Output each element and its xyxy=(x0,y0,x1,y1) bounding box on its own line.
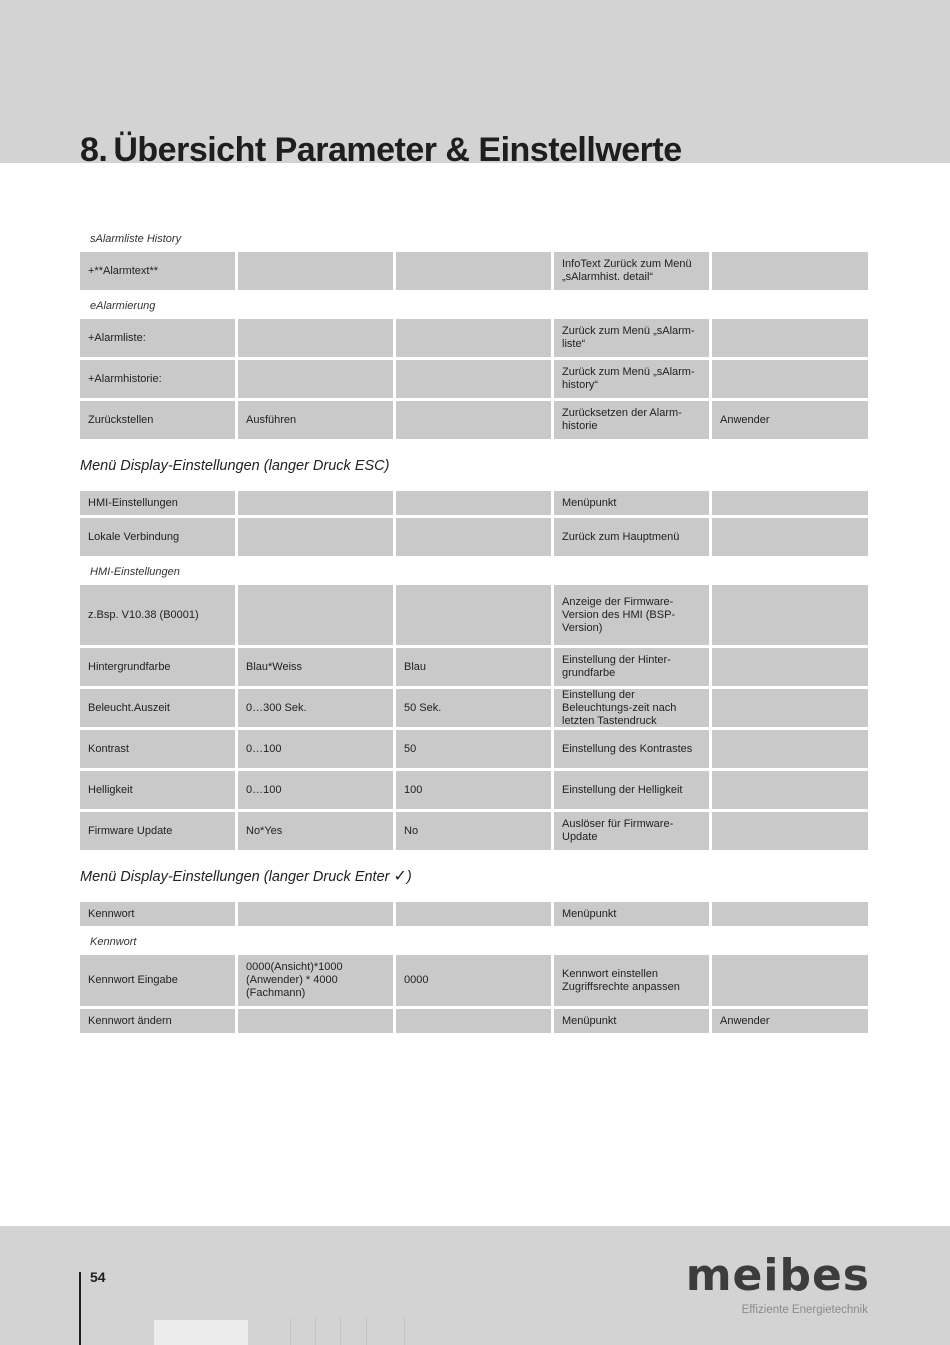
footer-tick xyxy=(315,1318,316,1345)
table-cell: Kennwort Eingabe xyxy=(80,955,235,1006)
group-label: sAlarmliste History xyxy=(90,233,182,245)
table-cell: Helligkeit xyxy=(80,771,235,809)
table-row xyxy=(80,491,870,515)
table-cell xyxy=(396,518,551,556)
table-cell xyxy=(238,319,393,357)
table-cell: Beleucht.Auszeit xyxy=(80,689,235,727)
table-cell: Anzeige der Firmware-Version des HMI (BSP-Version) xyxy=(554,585,709,645)
page-title xyxy=(80,128,682,172)
table-row xyxy=(80,1009,870,1033)
group-label: Kennwort xyxy=(90,936,137,948)
table-cell xyxy=(712,689,868,727)
table-cell xyxy=(238,252,393,290)
table-cell: 0000(Ansicht)*1000 (Anwender) * 4000 (Fachmann) xyxy=(238,955,393,1006)
table-cell: 50 Sek. xyxy=(396,689,551,727)
footer-tick xyxy=(404,1318,405,1345)
table-cell: Ausführen xyxy=(238,401,393,439)
table-cell: Zurück zum Hauptmenü xyxy=(554,518,709,556)
table-cell xyxy=(396,902,551,926)
table-cell xyxy=(396,585,551,645)
table-cell: HMI-Einstellungen xyxy=(80,491,235,515)
table-cell: Anwender xyxy=(712,401,868,439)
table-cell: Einstellung des Kontrastes xyxy=(554,730,709,768)
table-cell: Kontrast xyxy=(80,730,235,768)
footer-tick xyxy=(366,1318,367,1345)
group-label: HMI-Einstellungen xyxy=(90,566,180,578)
table-cell xyxy=(238,360,393,398)
table-cell: 0000 xyxy=(396,955,551,1006)
table-cell xyxy=(238,1009,393,1033)
table-row xyxy=(80,730,870,768)
table-cell: Hintergrundfarbe xyxy=(80,648,235,686)
table-cell xyxy=(712,955,868,1006)
table-cell: Zurücksetzen der Alarm-historie xyxy=(554,401,709,439)
group-label: eAlarmierung xyxy=(90,300,156,312)
section-heading-text: Menü Display-Einstellungen (langer Druck Enter xyxy=(80,869,390,885)
table-row xyxy=(80,401,870,439)
page-number: 54 xyxy=(90,1269,106,1285)
table-cell: Blau*Weiss xyxy=(238,648,393,686)
table-cell xyxy=(712,518,868,556)
table-cell: +Alarmhistorie: xyxy=(80,360,235,398)
table-cell: Lokale Verbindung xyxy=(80,518,235,556)
table-cell xyxy=(238,902,393,926)
section-heading xyxy=(80,862,870,892)
table-cell: Einstellung der Hinter-grundfarbe xyxy=(554,648,709,686)
footer-rule xyxy=(79,1272,81,1345)
section-heading: Menü Display-Einstellungen (langer Druck ESC) xyxy=(80,458,390,474)
table-row xyxy=(80,955,870,1006)
table-row xyxy=(80,518,870,556)
table-cell: Zurückstellen xyxy=(80,401,235,439)
table-cell xyxy=(712,730,868,768)
table-row xyxy=(80,648,870,686)
table-cell xyxy=(238,518,393,556)
table-cell xyxy=(238,585,393,645)
table-cell: Menüpunkt xyxy=(554,491,709,515)
table-cell: InfoText Zurück zum Menü „sAlarmhist. detail“ xyxy=(554,252,709,290)
table-cell: Zurück zum Menü „sAlarm-history“ xyxy=(554,360,709,398)
chapter-number: 8. xyxy=(80,131,108,169)
table-cell: Blau xyxy=(396,648,551,686)
table-cell: Einstellung der Helligkeit xyxy=(554,771,709,809)
footer-tab xyxy=(154,1320,248,1345)
table-row xyxy=(80,771,870,809)
table-cell: Menüpunkt xyxy=(554,902,709,926)
table-cell: 100 xyxy=(396,771,551,809)
table-cell xyxy=(712,360,868,398)
table-cell: Kennwort ändern xyxy=(80,1009,235,1033)
table-cell: 50 xyxy=(396,730,551,768)
table-row xyxy=(80,689,870,727)
table-cell xyxy=(396,360,551,398)
table-row xyxy=(80,812,870,850)
table-cell: Kennwort einstellen Zugriffsrechte anpassen xyxy=(554,955,709,1006)
table-cell xyxy=(396,252,551,290)
footer-tick xyxy=(340,1318,341,1345)
table-cell: No xyxy=(396,812,551,850)
table-cell: Auslöser für Firmware-Update xyxy=(554,812,709,850)
table-cell: 0…100 xyxy=(238,730,393,768)
chapter-title: Übersicht Parameter & Einstellwerte xyxy=(113,131,682,169)
table-cell: No*Yes xyxy=(238,812,393,850)
table-row xyxy=(80,585,870,645)
table-cell xyxy=(712,648,868,686)
table-cell xyxy=(396,401,551,439)
table-cell: z.Bsp. V10.38 (B0001) xyxy=(80,585,235,645)
table-cell xyxy=(396,1009,551,1033)
table-cell: 0…300 Sek. xyxy=(238,689,393,727)
footer-tick xyxy=(290,1318,291,1345)
table-row xyxy=(80,252,870,290)
table-cell xyxy=(712,585,868,645)
table-cell xyxy=(712,812,868,850)
table-cell: +**Alarmtext** xyxy=(80,252,235,290)
checkmark-icon: ✓ xyxy=(393,868,407,885)
table-cell: Firmware Update xyxy=(80,812,235,850)
table-cell xyxy=(396,319,551,357)
table-row xyxy=(80,360,870,398)
table-row xyxy=(80,319,870,357)
table-cell xyxy=(238,491,393,515)
table-cell xyxy=(712,319,868,357)
table-cell xyxy=(712,252,868,290)
table-row xyxy=(80,902,870,926)
table-cell: Menüpunkt xyxy=(554,1009,709,1033)
parameter-table xyxy=(80,226,870,1036)
table-cell xyxy=(712,491,868,515)
table-cell: 0…100 xyxy=(238,771,393,809)
table-cell xyxy=(396,491,551,515)
table-cell xyxy=(712,902,868,926)
table-cell: Einstellung der Beleuchtungs-zeit nach letzten Tastendruck xyxy=(554,689,709,727)
logo-tagline: Effiziente Energietechnik xyxy=(741,1304,868,1316)
table-cell: Kennwort xyxy=(80,902,235,926)
section-heading-suffix: ) xyxy=(406,869,412,885)
logo-wordmark: meibes xyxy=(685,1250,870,1301)
table-cell xyxy=(712,771,868,809)
table-cell: Anwender xyxy=(712,1009,868,1033)
table-cell: Zurück zum Menü „sAlarm-liste“ xyxy=(554,319,709,357)
meibes-logo xyxy=(685,1250,872,1320)
table-cell: +Alarmliste: xyxy=(80,319,235,357)
